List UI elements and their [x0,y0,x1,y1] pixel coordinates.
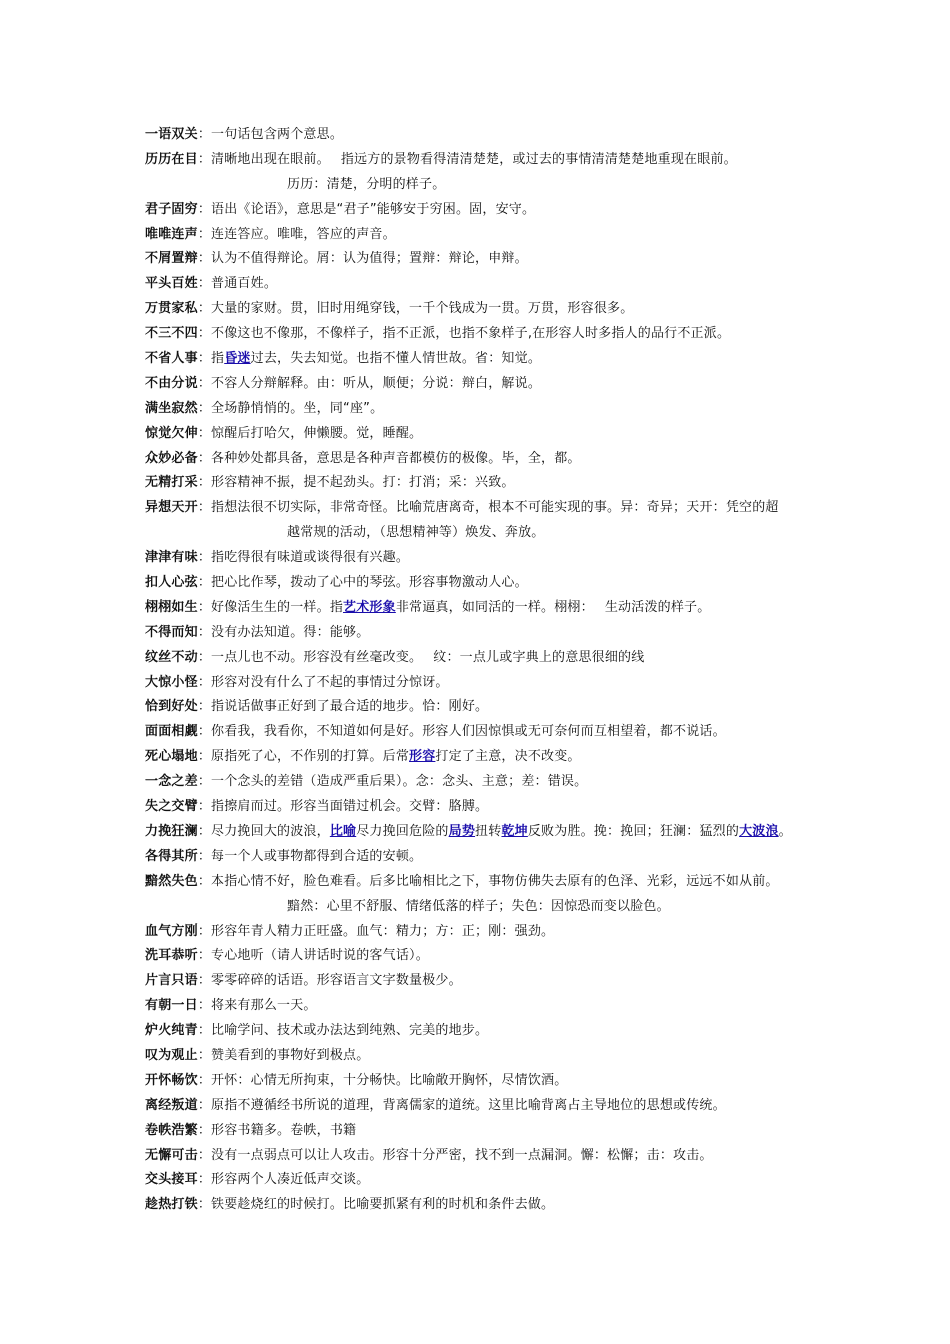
idiom-term: 众妙必备 [145,450,198,466]
term-link[interactable]: 艺术形象 [343,599,396,615]
idiom-term: 万贯家私 [145,301,198,317]
idiom-definition-text: ：好像活生生的一样。指 [197,599,344,615]
idiom-term: 黯然失色 [145,873,198,889]
term-link[interactable]: 乾坤 [501,823,528,839]
idiom-term: 君子固穷 [145,201,198,217]
idiom-list [145,123,835,1218]
idiom-entry [145,596,835,621]
idiom-entry [145,422,835,447]
idiom-definition-text: ：指擦肩而过。形容当面错过机会。交臂：胳膊。 [197,799,489,815]
idiom-continuation-line [145,521,835,546]
idiom-term: 开怀畅饮 [145,1072,198,1088]
idiom-term: 纹丝不动 [145,649,198,665]
idiom-term: 历历在目 [145,151,198,167]
idiom-definition-text: ：形容对没有什么了不起的事情过分惊讶。 [197,674,449,690]
idiom-term: 无精打采 [145,475,198,491]
idiom-definition-text: ：连连答应。唯唯，答应的声音。 [197,226,396,242]
idiom-definition-text: ：将来有那么一天。 [197,998,317,1014]
idiom-definition-text: ：指 [197,351,225,367]
idiom-entry [145,496,835,521]
idiom-entry [145,1044,835,1069]
idiom-term: 血气方刚 [145,923,198,939]
idiom-entry [145,695,835,720]
idiom-entry [145,770,835,795]
term-link[interactable]: 昏迷 [224,351,251,367]
idiom-definition-text: ：一句话包含两个意思。 [197,127,344,142]
idiom-term: 一念之差 [145,774,198,790]
idiom-definition-text: 黯然：心里不舒服、情绪低落的样子；失色：因惊恐而变以脸色。 [287,898,670,914]
idiom-continuation-line [145,895,835,920]
idiom-definition-text: ：没有办法知道。得：能够。 [197,624,370,640]
idiom-definition-text: ：不容人分辩解释。由：听从，顺便；分说：辩白，解说。 [197,375,542,391]
idiom-term: 不由分说 [145,375,198,391]
idiom-term: 惊觉欠伸 [145,425,198,441]
idiom-entry [145,870,835,895]
idiom-entry [145,447,835,472]
idiom-entry [145,247,835,272]
idiom-entry [145,372,835,397]
idiom-definition-text: ：一个念头的差错（造成严重后果）。念：念头、主意；差：错误。 [197,774,588,790]
idiom-term: 洗耳恭听 [145,948,198,964]
term-link[interactable]: 比喻 [329,823,357,839]
idiom-definition-text: ：形容书籍多。卷帙，书籍 [197,1122,357,1138]
idiom-term: 不三不四 [145,326,198,342]
idiom-definition-text: ：形容精神不振，提不起劲头。打：打消；采：兴致。 [197,475,515,491]
idiom-definition-text: ：尽力挽回大的波浪， [197,823,330,839]
idiom-entry [145,1144,835,1169]
idiom-term: 力挽狂澜 [145,823,198,839]
idiom-definition-text: ：原指不遵循经书所说的道理，背离儒家的道统。这里比喻背离占主导地位的思想或传统。 [197,1097,726,1113]
term-link[interactable]: 大波浪 [739,823,779,839]
idiom-term: 异想天开 [145,500,198,516]
idiom-entry [145,1193,835,1218]
idiom-term: 片言只语 [145,973,198,989]
idiom-entry [145,671,835,696]
idiom-entry [145,123,835,148]
idiom-entry [145,1119,835,1144]
idiom-entry [145,1168,835,1193]
idiom-entry [145,546,835,571]
idiom-definition-text: ：比喻学问、技术或办法达到纯熟、完美的地步。 [197,1023,489,1039]
idiom-definition-text: 过去，失去知觉。也指不懂人情世故。省：知觉。 [250,351,542,367]
term-link[interactable]: 局势 [448,823,476,839]
idiom-term: 恰到好处 [145,699,198,715]
idiom-term: 有朝一日 [145,998,198,1014]
idiom-entry [145,920,835,945]
idiom-entry [145,994,835,1019]
idiom-definition-text: 历历：清楚，分明的样子。 [287,176,446,192]
idiom-definition-text: ：把心比作琴，拨动了心中的琴弦。形容事物激动人心。 [197,575,528,591]
idiom-term: 栩栩如生 [145,599,198,615]
idiom-term: 不省人事 [145,351,198,367]
idiom-entry [145,1019,835,1044]
idiom-term: 叹为观止 [145,1047,198,1063]
idiom-definition-text: ：不像这也不像那，不像样子，指不正派，也指不象样子,在形容人时多指人的品行不正派。 [197,326,731,342]
idiom-definition-text: ：每一个人或事物都得到合适的安顿。 [197,848,423,864]
idiom-definition-text: ：各种妙处都具备，意思是各种声音都模仿的极像。毕，全，都。 [197,450,581,466]
idiom-definition-text: 非常逼真，如同活的一样。栩栩： 生动活泼的样子。 [395,599,711,615]
idiom-term: 死心塌地 [145,749,198,765]
idiom-definition-text: 反败为胜。挽：挽回；狂澜：猛烈的 [527,823,740,839]
idiom-definition-text: 。 [778,823,792,839]
idiom-definition-text: ：指想法很不切实际，非常奇怪。比喻荒唐离奇，根本不可能实现的事。异：奇异；天开：凭空的超 [197,500,779,516]
idiom-entry [145,471,835,496]
idiom-entry [145,720,835,745]
idiom-definition-text: ：你看我，我看你，不知道如何是好。形容人们因惊惧或无可奈何而互相望着，都不说话。 [197,724,726,740]
idiom-term: 失之交臂 [145,799,198,815]
idiom-term: 各得其所 [145,848,198,864]
idiom-term: 唯唯连声 [145,226,198,242]
idiom-continuation-line [145,173,835,198]
idiom-definition-text: ：普通百姓。 [197,276,278,292]
idiom-entry [145,571,835,596]
idiom-definition-text: 尽力挽回危险的 [356,823,449,839]
idiom-entry [145,148,835,173]
idiom-definition-text: ：本指心情不好，脸色难看。后多比喻相比之下，事物仿佛失去原有的色泽、光彩，远远不如从前。 [197,873,779,889]
idiom-entry [145,944,835,969]
idiom-entry [145,397,835,422]
idiom-definition-text: ：一点儿也不动。形容没有丝毫改变。 纹：一点儿或字典上的意思很细的线 [197,649,645,665]
idiom-definition-text: ：语出《论语》，意思是“君子”能够安于穷困。固，安守。 [197,201,536,217]
idiom-term: 交头接耳 [145,1172,198,1188]
idiom-entry [145,223,835,248]
idiom-definition-text: ：指说话做事正好到了最合适的地步。恰：刚好。 [197,699,489,715]
idiom-term: 炉火纯青 [145,1023,198,1039]
idiom-definition-text: ：指吃得很有味道或谈得很有兴趣。 [197,550,410,566]
idiom-definition-text: ：形容两个人凑近低声交谈。 [197,1172,370,1188]
idiom-term: 离经叛道 [145,1097,198,1113]
idiom-entry [145,820,835,845]
idiom-entry [145,969,835,994]
idiom-entry [145,1094,835,1119]
idiom-term: 趁热打铁 [145,1197,198,1213]
idiom-term: 大惊小怪 [145,674,198,690]
term-link[interactable]: 形容 [409,749,436,765]
idiom-entry [145,347,835,372]
idiom-term: 津津有味 [145,550,198,566]
idiom-entry [145,795,835,820]
idiom-entry [145,297,835,322]
idiom-definition-text: ：清晰地出现在眼前。 指远方的景物看得清清楚楚，或过去的事情清清楚楚地重现在眼前。 [197,151,737,167]
idiom-term: 面面相觑 [145,724,198,740]
idiom-term: 平头百姓 [145,276,198,292]
idiom-term: 满坐寂然 [145,400,198,416]
idiom-entry [145,322,835,347]
idiom-definition-text: ：大量的家财。贯，旧时用绳穿钱，一千个钱成为一贯。万贯，形容很多。 [197,301,634,317]
idiom-definition-text: ：全场静悄悄的。坐，同“座”。 [197,400,384,416]
idiom-entry [145,272,835,297]
idiom-definition-text: ：开怀：心情无所拘束，十分畅快。比喻敞开胸怀，尽情饮酒。 [197,1072,568,1088]
idiom-definition-text: ：形容年青人精力正旺盛。血气：精力；方：正；刚：强劲。 [197,923,555,939]
idiom-definition-text: ：赞美看到的事物好到极点。 [197,1047,370,1063]
idiom-definition-text: ：专心地听（请人讲话时说的客气话）。 [197,948,429,964]
idiom-definition-text: ：零零碎碎的话语。形容语言文字数量极少。 [197,973,462,989]
idiom-term: 一语双关 [145,127,198,142]
idiom-entry [145,745,835,770]
idiom-term: 卷帙浩繁 [145,1122,198,1138]
idiom-term: 无懈可击 [145,1147,198,1163]
idiom-term: 不屑置辩 [145,251,198,267]
idiom-definition-text: ：原指死了心，不作别的打算。后常 [197,749,410,765]
idiom-term: 扣人心弦 [145,575,198,591]
idiom-definition-text: ：惊醒后打哈欠，伸懒腰。觉，睡醒。 [197,425,423,441]
idiom-entry [145,621,835,646]
idiom-entry [145,1069,835,1094]
idiom-definition-text: ：铁要趁烧红的时候打。比喻要抓紧有利的时机和条件去做。 [197,1197,555,1213]
idiom-entry [145,845,835,870]
idiom-definition-text: ：没有一点弱点可以让人攻击。形容十分严密，找不到一点漏洞。懈：松懈；击：攻击。 [197,1147,713,1163]
idiom-definition-text: 越常规的活动，（思想精神等）焕发、奔放。 [287,525,545,541]
idiom-definition-text: 扭转 [475,823,502,839]
idiom-entry [145,198,835,223]
idiom-entry [145,646,835,671]
idiom-definition-text: 打定了主意，决不改变。 [435,749,581,765]
idiom-term: 不得而知 [145,624,198,640]
idiom-definition-text: ：认为不值得辩论。屑：认为值得；置辩：辩论，申辩。 [197,251,528,267]
